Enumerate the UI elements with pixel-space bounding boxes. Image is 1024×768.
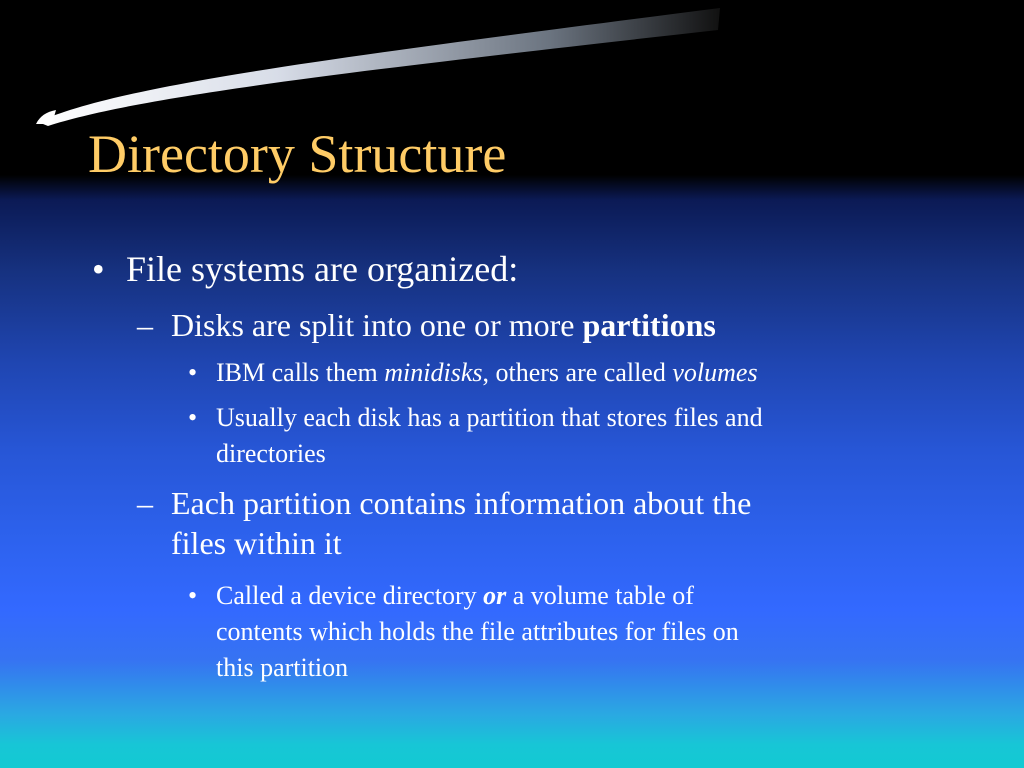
subitem-each-partition [137,483,752,563]
subitem-text: Disks are split into one or more [171,307,583,343]
italic-term-volumes: volumes [672,358,758,387]
subitem-text-line2: files within it [171,525,342,561]
subsubitem-text-middle: , others are called [482,358,673,387]
slide-title: Directory Structure [88,124,507,184]
subsubitem-ibm-minidisks [188,355,758,391]
text-segment: a volume table of [506,581,694,610]
subitem-disks-partitions [137,305,716,345]
bullet-marker: • [188,358,198,387]
subsubitem-text: IBM calls them [216,358,385,387]
subsubitem-text-line1: Usually each disk has a partition that stores files and [216,403,763,432]
subsubitem-usually-each-disk [188,400,763,472]
subsubitem-text-line2: contents which holds the file attributes for files on [216,617,739,646]
bullet-marker: • [188,403,198,432]
bold-italic-term-or: or [483,581,507,610]
subsubitem-text-line2: directories [216,439,326,468]
bullet-text: File systems are organized: [126,249,519,289]
subsubitem-text-line3: this partition [216,653,349,682]
subsubitem-text-line1 [216,578,739,614]
subitem-text-line1: Each partition contains information about the [171,485,752,521]
italic-term-minidisks: minidisks [384,358,483,387]
subitem-bold-term: partitions [582,307,716,343]
dash-marker: – [137,485,153,521]
bullet-marker: • [92,249,105,289]
bullet-marker: • [188,581,198,610]
text-segment: Called a device directory [216,581,484,610]
subsubitem-device-directory [188,578,739,686]
bullet-level1-file-systems [92,243,519,295]
dash-marker: – [137,307,153,343]
